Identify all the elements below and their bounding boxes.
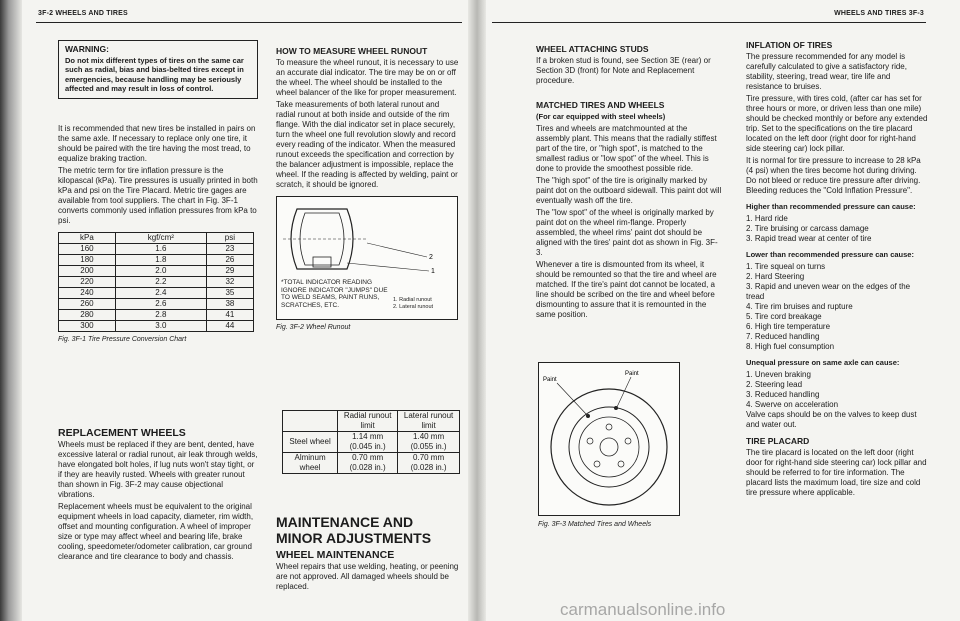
figure-caption: Fig. 3F-1 Tire Pressure Conversion Chart <box>58 336 187 343</box>
table-header-cell: Radial runout limit <box>338 411 398 432</box>
cell-line: 1.14 mm <box>352 432 384 441</box>
table-header-cell: kgf/cm² <box>115 233 206 244</box>
list-title: Higher than recommended pressure can cause: <box>746 202 916 211</box>
table-cell: 2.8 <box>115 310 206 321</box>
paragraph: Whenever a tire is dismounted from its wheel, it should be remounted so that the tire and wheel are matched. If the tire's paint dot cannot be located, a line should be scribed on the tire and wheel before dismounting to assure that it is remounted in the same position. <box>536 260 717 319</box>
paragraph: Replacement wheels must be equivalent to the original equipment wheels in load capacity, diameter, rim width, offset and mounting configuration. A wheel of improper size or type may affect wheel and bearing life, brake cooling, speedometer/odometer calibration, car ground clearance and tire clearance to body and chassis. <box>58 502 254 561</box>
list-item: 1. Uneven braking <box>746 370 811 379</box>
table-cell: 2.6 <box>115 299 206 310</box>
callout-label: 2 <box>429 254 433 261</box>
section-title: HOW TO MEASURE WHEEL RUNOUT <box>276 46 428 56</box>
column-1-body <box>58 124 260 345</box>
pressure-conversion-table <box>58 232 254 332</box>
center-gutter <box>468 0 486 621</box>
cell-line: (0.055 in.) <box>410 442 447 451</box>
figure-caption: Fig. 3F-3 Matched Tires and Wheels <box>538 521 652 528</box>
high-pressure-list <box>746 214 928 244</box>
paragraph: The metric term for tire inflation pressure is the kilopascal (kPa). Tire pressures is usually printed in both kPa and psi on the Tire Placard. Metric tire gages are available from tool suppliers. The chart in Fig. 3F-1 converts commonly used inflation pressures from kPa to psi. <box>58 166 258 225</box>
table-header-cell: psi <box>206 233 253 244</box>
chapter-title: MAINTENANCE AND MINOR ADJUSTMENTS <box>276 514 432 546</box>
matched-tires-figure <box>538 362 680 516</box>
table-cell: 220 <box>59 277 116 288</box>
paragraph: The tire placard is located on the left door (right door for right-hand side steering car) lock pillar and should be referred to for tire information. The placard lists the maximum load, tire size and cold tire pressure where applicable. <box>746 448 927 497</box>
table-row <box>283 453 460 474</box>
list-item: 3. Rapid tread wear at center of tire <box>746 234 872 243</box>
list-item: 1. Tire squeal on turns <box>746 262 826 271</box>
table-row-label: Alminum wheel <box>283 453 338 474</box>
legend-item: 1. Radial runout <box>393 297 432 303</box>
list-item: 2. Tire bruising or carcass damage <box>746 224 869 233</box>
paragraph: The pressure recommended for any model is carefully calculated to give a satisfactory ride, stability, steering, tread wear, tire life and resistance to bruises. <box>746 52 907 91</box>
table-cell <box>398 453 460 474</box>
tire-and-wheel-drawing <box>539 363 679 515</box>
table-cell: 280 <box>59 310 116 321</box>
runout-limit-table <box>282 410 460 474</box>
section-title: WHEEL ATTACHING STUDS <box>536 44 649 54</box>
table-row <box>59 299 254 310</box>
list-item: 4. Tire rim bruises and rupture <box>746 302 853 311</box>
table-header-row <box>283 411 460 432</box>
tire-cross-section-drawing <box>277 199 457 279</box>
warning-text: Do not mix different types of tires on the same car such as radial, bias and bias-belted tires except in emergencies, because handling may be seriously affected and may result in loss of control. <box>65 55 244 93</box>
table-cell: 180 <box>59 255 116 266</box>
table-header-row <box>59 233 254 244</box>
table-cell <box>398 432 460 453</box>
section-title: REPLACEMENT WHEELS <box>58 427 186 439</box>
page-header-left: 3F-2 WHEELS AND TIRES <box>38 10 128 17</box>
maintenance-section <box>276 514 460 594</box>
table-cell: 41 <box>206 310 253 321</box>
table-cell: 2.4 <box>115 288 206 299</box>
legend-item: 2. Lateral runout <box>393 304 434 310</box>
section-title: WHEEL MAINTENANCE <box>276 549 395 561</box>
table-row <box>59 321 254 332</box>
table-cell: 300 <box>59 321 116 332</box>
list-item: 2. Steering lead <box>746 380 803 389</box>
table-header-cell: Lateral runout limit <box>398 411 460 432</box>
column-4 <box>746 40 928 500</box>
list-item: 3. Rapid and uneven wear on the edges of the tread <box>746 282 911 301</box>
table-cell: 260 <box>59 299 116 310</box>
table-cell: 23 <box>206 244 253 255</box>
paragraph: The "low spot" of the wheel is originally marked by paint dot on the wheel rim-flange. Properly assembled, the wheel rims' paint dot should be aligned with the tires' paint dot as shown in Fig. 3F-3. <box>536 208 718 257</box>
list-item: 5. Tire cord breakage <box>746 312 822 321</box>
list-title: Unequal pressure on same axle can cause: <box>746 358 900 367</box>
table-row <box>59 255 254 266</box>
cell-line: 0.70 mm <box>413 453 445 462</box>
column-1 <box>58 40 258 99</box>
section-title: TIRE PLACARD <box>746 436 810 446</box>
paragraph: Tires and wheels are matchmounted at the assembly plant. This means that the radially stiffest part of the tire, or "high spot", is matched to the smallest radius or "low spot" of the wheel. This is done to provide the smoothest possible ride. <box>536 124 717 173</box>
table-cell: 160 <box>59 244 116 255</box>
table-cell: 38 <box>206 299 253 310</box>
callout-label: 1 <box>431 268 435 275</box>
paragraph: The "high spot" of the tire is originally marked by paint dot on the outboard sidewall. This paint dot will eventually wash off the tire. <box>536 176 722 205</box>
callout-label: Paint <box>543 377 557 383</box>
table-cell <box>338 432 398 453</box>
page-header-right: WHEELS AND TIRES 3F-3 <box>834 10 924 17</box>
list-item: 1. Hard ride <box>746 214 788 223</box>
figure-legend <box>393 297 433 311</box>
section-title: MATCHED TIRES AND WHEELS <box>536 100 665 110</box>
table-cell: 44 <box>206 321 253 332</box>
paragraph: Tire pressure, with tires cold, (after car has set for three hours or more, or driven less than one mile) should be checked monthly or before any extended trip. Set to the specifications on the tire placard located on the left door (right door for right-hand side steering car) lock pillar. <box>746 94 928 153</box>
paragraph: If a broken stud is found, see Section 3E (rear) or Section 3D (front) for Note and Replacement procedure. <box>536 56 711 85</box>
paragraph: To measure the wheel runout, it is necessary to use an accurate dial indicator. The tire may be on or off the wheel. The wheel should be installed to the wheel balancer of the like for proper measurement. <box>276 58 459 97</box>
cell-line: 1.40 mm <box>413 432 445 441</box>
cell-line: 0.70 mm <box>352 453 384 462</box>
replacement-wheels-section <box>58 428 260 564</box>
list-item: 4. Swerve on acceleration <box>746 400 839 409</box>
wheel-runout-figure <box>276 196 458 320</box>
table-cell <box>338 453 398 474</box>
cell-line: (0.028 in.) <box>410 463 447 472</box>
table-cell: 200 <box>59 266 116 277</box>
table-row <box>59 288 254 299</box>
section-title: INFLATION OF TIRES <box>746 40 833 50</box>
paragraph: Wheels must be replaced if they are bent, dented, have excessive lateral or radial runout, air leak through welds, have elongated bolt holes, if lug nuts won't stay tight, or if they are heavily rusted. Wheels with greater runout than shown in Fig. 3F-2 may cause objectional vibrations. <box>58 440 258 499</box>
table-cell: 2.2 <box>115 277 206 288</box>
watermark: carmanualsonline.info <box>560 600 726 619</box>
header-rule-right <box>492 22 926 23</box>
section-subtitle: (For car equipped with steel wheels) <box>536 112 666 121</box>
list-item: 2. Hard Steering <box>746 272 805 281</box>
unequal-pressure-list <box>746 370 928 410</box>
warning-box <box>58 40 258 99</box>
column-3 <box>536 44 722 322</box>
cell-line: (0.045 in.) <box>349 442 386 451</box>
list-item: 3. Reduced handling <box>746 390 820 399</box>
figure-caption: Fig. 3F-2 Wheel Runout <box>276 324 351 331</box>
list-item: 7. Reduced handling <box>746 332 820 341</box>
header-rule-left <box>36 22 462 23</box>
paragraph: Take measurements of both lateral runout and radial runout at both inside and outside of the rim flange. With the dial indicator set in place securely, turn the wheel one full revolution slowly and record every reading of the indicator. When the measured runout exceeds the specification and correction by the balancer adjustment is impossible, replace the wheel. If the reading is affected by welding, paint or scratch, it should be ignored. <box>276 100 458 189</box>
paragraph: Wheel repairs that use welding, heating, or peening are not approved. All damaged wheels should be replaced. <box>276 562 459 591</box>
figure-note: *TOTAL INDICATOR READING IGNORE INDICATOR "JUMPS" DUE TO WELD SEAMS, PAINT RUNS, SCRATCHES, ETC. <box>281 279 388 309</box>
table-header-cell <box>283 411 338 432</box>
cell-line: (0.028 in.) <box>349 463 386 472</box>
list-item: 6. High tire temperature <box>746 322 831 331</box>
table-cell: 32 <box>206 277 253 288</box>
list-item: 8. High fuel consumption <box>746 342 835 351</box>
paragraph: It is recommended that new tires be installed in pairs on the same axle. If necessary to replace only one tire, it should be paired with the tire having the most tread, to equalize braking traction. <box>58 124 256 163</box>
table-row <box>283 432 460 453</box>
callout-label: Paint <box>625 371 639 377</box>
table-cell: 26 <box>206 255 253 266</box>
paragraph: It is normal for tire pressure to increase to 28 kPa (4 psi) when the tires become hot during driving. Do not bleed or reduce tire pressure after driving. Bleeding reduces the "Cold Inflation Pressure". <box>746 156 921 195</box>
table-row <box>59 277 254 288</box>
table-row-label: Steel wheel <box>283 432 338 453</box>
column-2 <box>276 46 460 333</box>
table-cell: 3.0 <box>115 321 206 332</box>
table-header-cell: kPa <box>59 233 116 244</box>
table-cell: 1.8 <box>115 255 206 266</box>
table-cell: 240 <box>59 288 116 299</box>
table-row <box>59 266 254 277</box>
table-cell: 29 <box>206 266 253 277</box>
warning-title: WARNING: <box>65 44 109 54</box>
table-row <box>59 244 254 255</box>
paragraph: Valve caps should be on the valves to keep dust and water out. <box>746 410 917 429</box>
low-pressure-list <box>746 262 928 352</box>
page-binding-shadow <box>0 0 22 621</box>
table-cell: 2.0 <box>115 266 206 277</box>
list-title: Lower than recommended pressure can cause: <box>746 250 914 259</box>
table-cell: 35 <box>206 288 253 299</box>
table-row <box>59 310 254 321</box>
runout-table-wrap <box>282 410 462 474</box>
table-cell: 1.6 <box>115 244 206 255</box>
